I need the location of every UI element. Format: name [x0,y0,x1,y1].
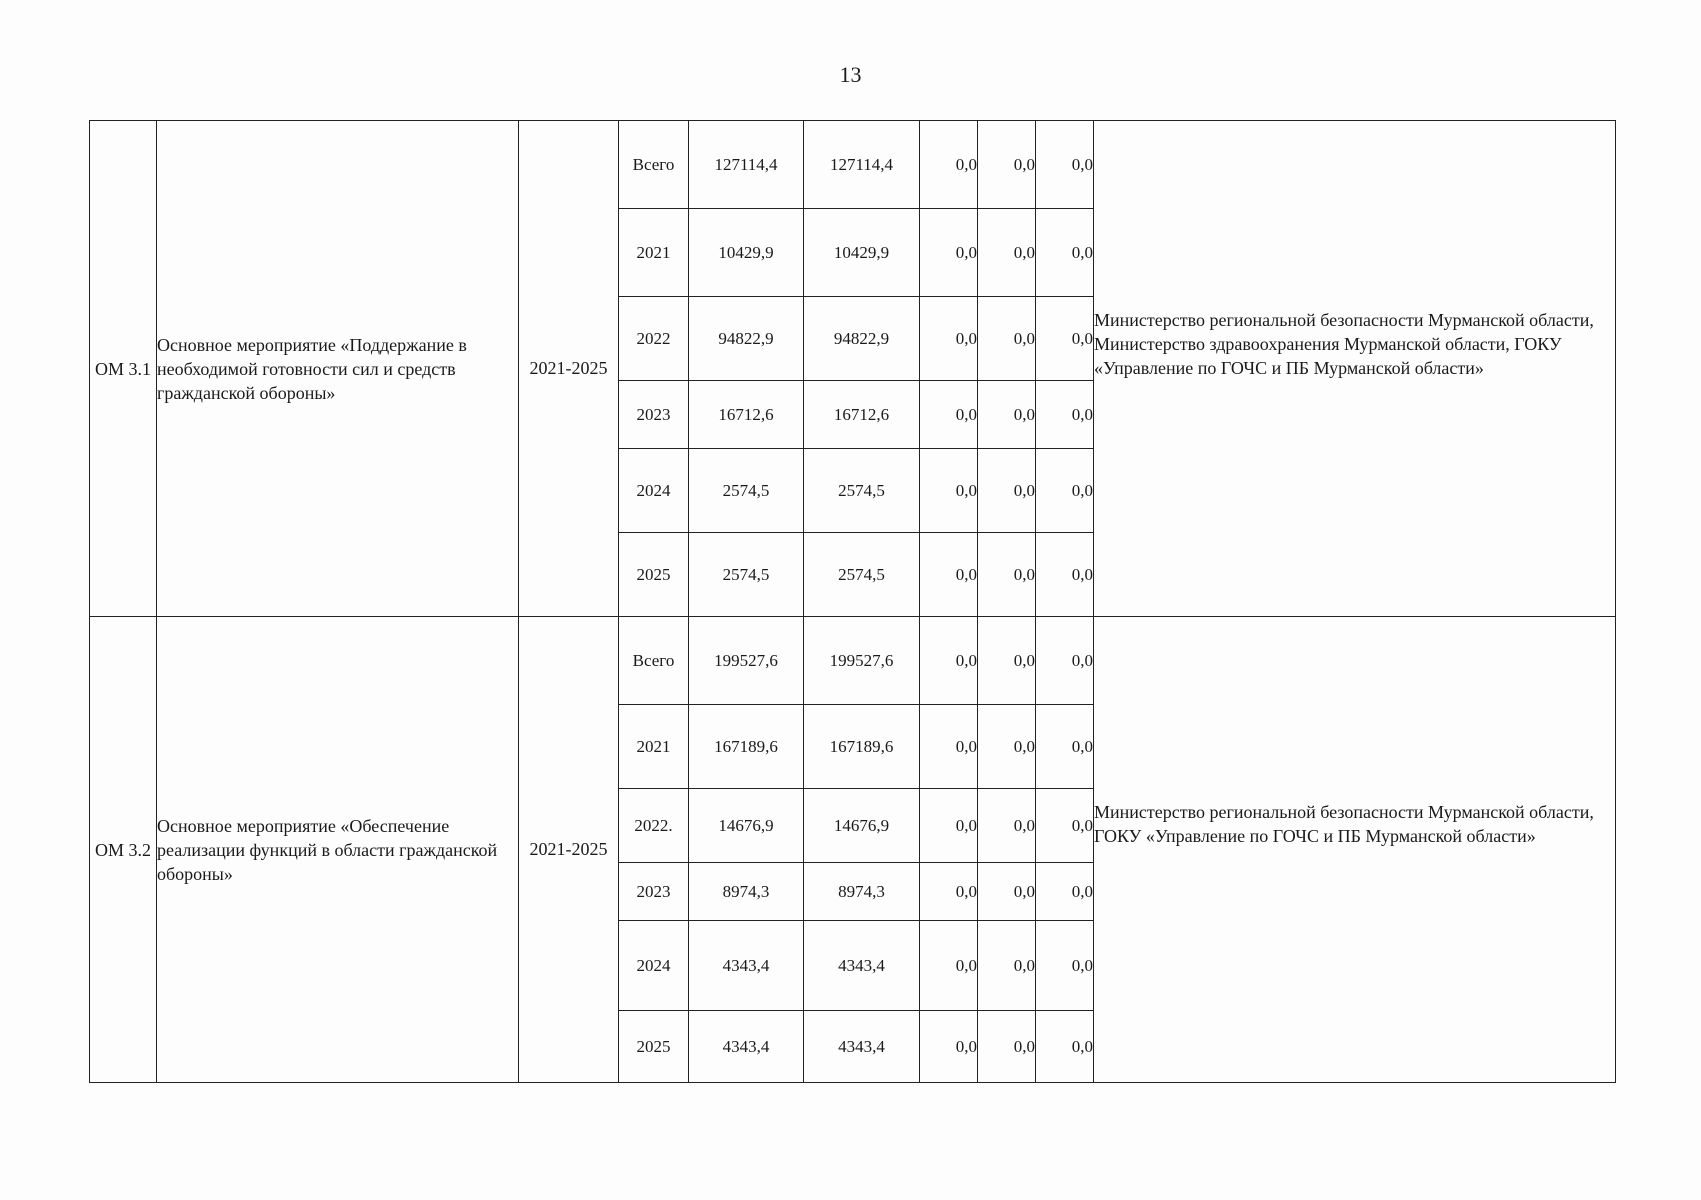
amount-cell-4: 0,0 [978,617,1036,705]
amount-cell-4: 0,0 [978,705,1036,789]
regional-amount-cell: 16712,6 [804,381,920,449]
amount-cell-3: 0,0 [920,863,978,921]
total-amount-cell: 8974,3 [689,863,804,921]
amount-cell-3: 0,0 [920,617,978,705]
regional-amount-cell: 8974,3 [804,863,920,921]
year-cell: Всего [619,121,689,209]
page-number: 13 [839,62,862,87]
year-cell: 2024 [619,921,689,1011]
total-amount-cell: 127114,4 [689,121,804,209]
total-amount-cell: 2574,5 [689,533,804,617]
measure-executor-text: Министерство региональной безопасности Мурманской области, ГОКУ «Управление по ГОЧС и ПБ Мурманской области» [1094,801,1594,846]
total-amount-cell: 167189,6 [689,705,804,789]
amount-cell-3: 0,0 [920,449,978,533]
regional-amount-cell: 14676,9 [804,789,920,863]
measure-name: Основное мероприятие «Обеспечение реализации функций в области гражданской обороны» [157,617,519,1083]
amount-cell-4: 0,0 [978,863,1036,921]
regional-amount-cell: 10429,9 [804,209,920,297]
amount-cell-5: 0,0 [1036,381,1094,449]
year-cell: Всего [619,617,689,705]
amount-cell-3: 0,0 [920,533,978,617]
measure-code: ОМ 3.2 [90,617,157,1083]
year-cell: 2023 [619,863,689,921]
amount-cell-5: 0,0 [1036,209,1094,297]
total-amount-cell: 14676,9 [689,789,804,863]
regional-amount-cell: 127114,4 [804,121,920,209]
amount-cell-4: 0,0 [978,297,1036,381]
measure-name: Основное мероприятие «Поддержание в необходимой готовности сил и средств гражданской обороны» [157,121,519,617]
year-cell: 2024 [619,449,689,533]
amount-cell-5: 0,0 [1036,533,1094,617]
measure-executor-text: Министерство региональной безопасности Мурманской области, Министерство здравоохранения Мурманской области, ГОКУ «Управление по ГОЧС и ПБ Мурманской области» [1094,309,1594,378]
amount-cell-4: 0,0 [978,449,1036,533]
amount-cell-4: 0,0 [978,1011,1036,1083]
amount-cell-5: 0,0 [1036,863,1094,921]
regional-amount-cell: 2574,5 [804,449,920,533]
amount-cell-5: 0,0 [1036,1011,1094,1083]
funding-table-body [90,121,1616,1083]
amount-cell-5: 0,0 [1036,297,1094,381]
amount-cell-4: 0,0 [978,381,1036,449]
table-row [90,617,1616,705]
total-amount-cell: 199527,6 [689,617,804,705]
amount-cell-5: 0,0 [1036,121,1094,209]
regional-amount-cell: 2574,5 [804,533,920,617]
amount-cell-4: 0,0 [978,789,1036,863]
amount-cell-5: 0,0 [1036,617,1094,705]
total-amount-cell: 4343,4 [689,1011,804,1083]
amount-cell-3: 0,0 [920,121,978,209]
total-amount-cell: 4343,4 [689,921,804,1011]
total-amount-cell: 10429,9 [689,209,804,297]
regional-amount-cell: 4343,4 [804,921,920,1011]
measure-executor [1094,617,1616,1083]
funding-table [89,120,1616,1083]
year-cell: 2021 [619,209,689,297]
amount-cell-3: 0,0 [920,1011,978,1083]
amount-cell-4: 0,0 [978,533,1036,617]
regional-amount-cell: 94822,9 [804,297,920,381]
measure-executor [1094,121,1616,617]
measure-code: ОМ 3.1 [90,121,157,617]
measure-period: 2021-2025 [519,121,619,617]
table-row [90,121,1616,209]
total-amount-cell: 2574,5 [689,449,804,533]
year-cell: 2022 [619,297,689,381]
year-cell: 2025 [619,1011,689,1083]
measure-period: 2021-2025 [519,617,619,1083]
year-cell: 2022. [619,789,689,863]
year-cell: 2023 [619,381,689,449]
regional-amount-cell: 167189,6 [804,705,920,789]
amount-cell-3: 0,0 [920,381,978,449]
total-amount-cell: 94822,9 [689,297,804,381]
year-cell: 2021 [619,705,689,789]
amount-cell-4: 0,0 [978,209,1036,297]
regional-amount-cell: 4343,4 [804,1011,920,1083]
amount-cell-3: 0,0 [920,705,978,789]
amount-cell-4: 0,0 [978,121,1036,209]
amount-cell-5: 0,0 [1036,705,1094,789]
amount-cell-4: 0,0 [978,921,1036,1011]
amount-cell-3: 0,0 [920,789,978,863]
amount-cell-5: 0,0 [1036,921,1094,1011]
regional-amount-cell: 199527,6 [804,617,920,705]
amount-cell-3: 0,0 [920,297,978,381]
amount-cell-5: 0,0 [1036,789,1094,863]
amount-cell-3: 0,0 [920,209,978,297]
amount-cell-5: 0,0 [1036,449,1094,533]
year-cell: 2025 [619,533,689,617]
amount-cell-3: 0,0 [920,921,978,1011]
total-amount-cell: 16712,6 [689,381,804,449]
